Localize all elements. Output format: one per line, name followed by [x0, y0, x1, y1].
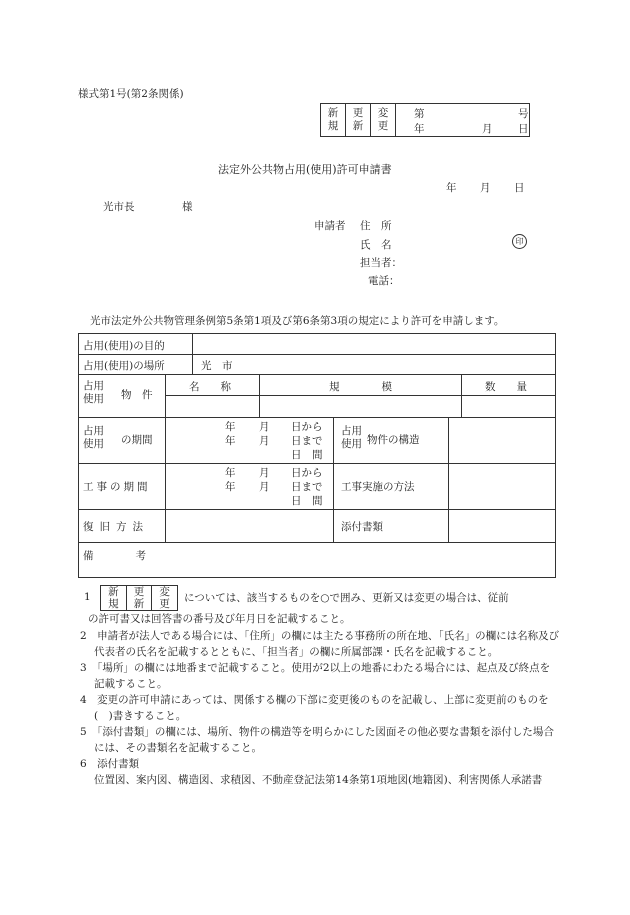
note-5: 5 「添付書類」の欄には、場所、物件の構造等を明らかにした図面その他必要な書類を添付した場合には、その書類名を記載すること。 — [80, 726, 554, 754]
applicant-address-label: 住 所 — [360, 220, 392, 232]
object-occupy-use-label: 占用 使用 — [83, 380, 104, 405]
date-day-label: 日 — [514, 182, 525, 194]
notes-list — [80, 628, 560, 788]
work-to-year: 年 — [225, 481, 236, 493]
work-from-year: 年 — [225, 467, 236, 479]
structure-label: 物件の構造 — [367, 434, 420, 446]
note-1-line2: の許可書又は回答書の番号及び年月日を記載すること。 — [88, 613, 351, 625]
period-to-year: 年 — [225, 435, 236, 447]
note-6: 6 添付書類 — [80, 758, 140, 770]
period-to-day: 日まで — [291, 435, 323, 447]
date-month-label: 月 — [480, 182, 491, 194]
phone-label: 電話： — [368, 275, 400, 287]
place-label: 占用(使用)の場所 — [83, 360, 165, 372]
applicant-name-label: 氏 名 — [360, 239, 392, 251]
contact-person-label: 担当者： — [360, 257, 402, 269]
applicant-label: 申請者 — [314, 220, 346, 232]
note-2: 2 申請者が法人である場合には、「住所」の欄には主たる事務所の所在地、「氏名」の欄には名称及び代表者の氏名を記載するとともに、「担当者」の欄に所属部課・氏名を記載すること。 — [80, 630, 560, 658]
col-name-header: 名 称 — [189, 381, 231, 393]
work-to-day: 日まで — [291, 481, 323, 493]
date-year-label: 年 — [446, 182, 457, 194]
status-renew: 更 新 — [346, 104, 371, 137]
period-suffix-label: の期間 — [121, 434, 153, 446]
status-change: 変 更 — [371, 104, 396, 137]
main-table — [78, 333, 556, 578]
object-label: 物 件 — [121, 389, 153, 401]
period-to-month: 月 — [259, 435, 270, 447]
note-status-box: 新 規 更 新 変 更 — [100, 585, 178, 611]
work-period-label: 工事の期間 — [83, 481, 151, 493]
addressee-name: 光市長 — [103, 201, 135, 213]
purpose-label: 占用(使用)の目的 — [83, 340, 165, 352]
col-scale-header: 規 模 — [329, 381, 392, 393]
form-number: 様式第1号(第2条関係) — [78, 88, 184, 100]
attachments-label: 添付書類 — [341, 521, 383, 533]
preamble-text: 光市法定外公共物管理条例第5条第1項及び第6条第3項の規定により許可を申請します。 — [90, 315, 505, 327]
note-6-body: 位置図、案内図、構造図、求積図、不動産登記法第14条第1項地図(地籍図)、利害関係人承諾書 — [94, 774, 543, 786]
remarks-label: 備 考 — [83, 550, 146, 562]
seal-mark: 印 — [512, 234, 527, 249]
period-occupy-use-label: 占用 使用 — [83, 425, 104, 450]
work-from-day: 日から — [291, 467, 323, 479]
status-box — [320, 103, 530, 137]
place-value: 光 市 — [201, 360, 233, 372]
period-days: 日 間 — [291, 449, 323, 461]
period-from-day: 日から — [291, 421, 323, 433]
structure-occupy-use-label: 占用 使用 — [341, 425, 362, 450]
col-quantity-header: 数 量 — [485, 381, 527, 393]
restore-method-label: 復旧方法 — [83, 521, 149, 533]
work-from-month: 月 — [259, 467, 270, 479]
status-new: 新 規 — [321, 104, 346, 137]
period-from-year: 年 — [225, 421, 236, 433]
page-title: 法定外公共物占用(使用)許可申請書 — [218, 163, 392, 176]
note-1-number: 1 — [84, 591, 91, 603]
work-method-label: 工事実施の方法 — [341, 481, 415, 493]
note-3: 3 「場所」の欄には地番まで記載すること。使用が2以上の地番にわたる場合には、起点及び終点を記載すること。 — [80, 662, 551, 690]
permit-number-cell: 第 号 年 月 日 — [396, 104, 530, 137]
note-4: 4 変更の許可申請にあっては、関係する欄の下部に変更後のものを記載し、上部に変更前のものを( )書きすること。 — [80, 694, 549, 722]
note-1-line1: については、該当するものを○で囲み、更新又は変更の場合は、従前 — [184, 592, 509, 604]
period-from-month: 月 — [259, 421, 270, 433]
work-to-month: 月 — [259, 481, 270, 493]
addressee-honorific: 様 — [182, 201, 193, 213]
work-days: 日 間 — [291, 495, 323, 507]
